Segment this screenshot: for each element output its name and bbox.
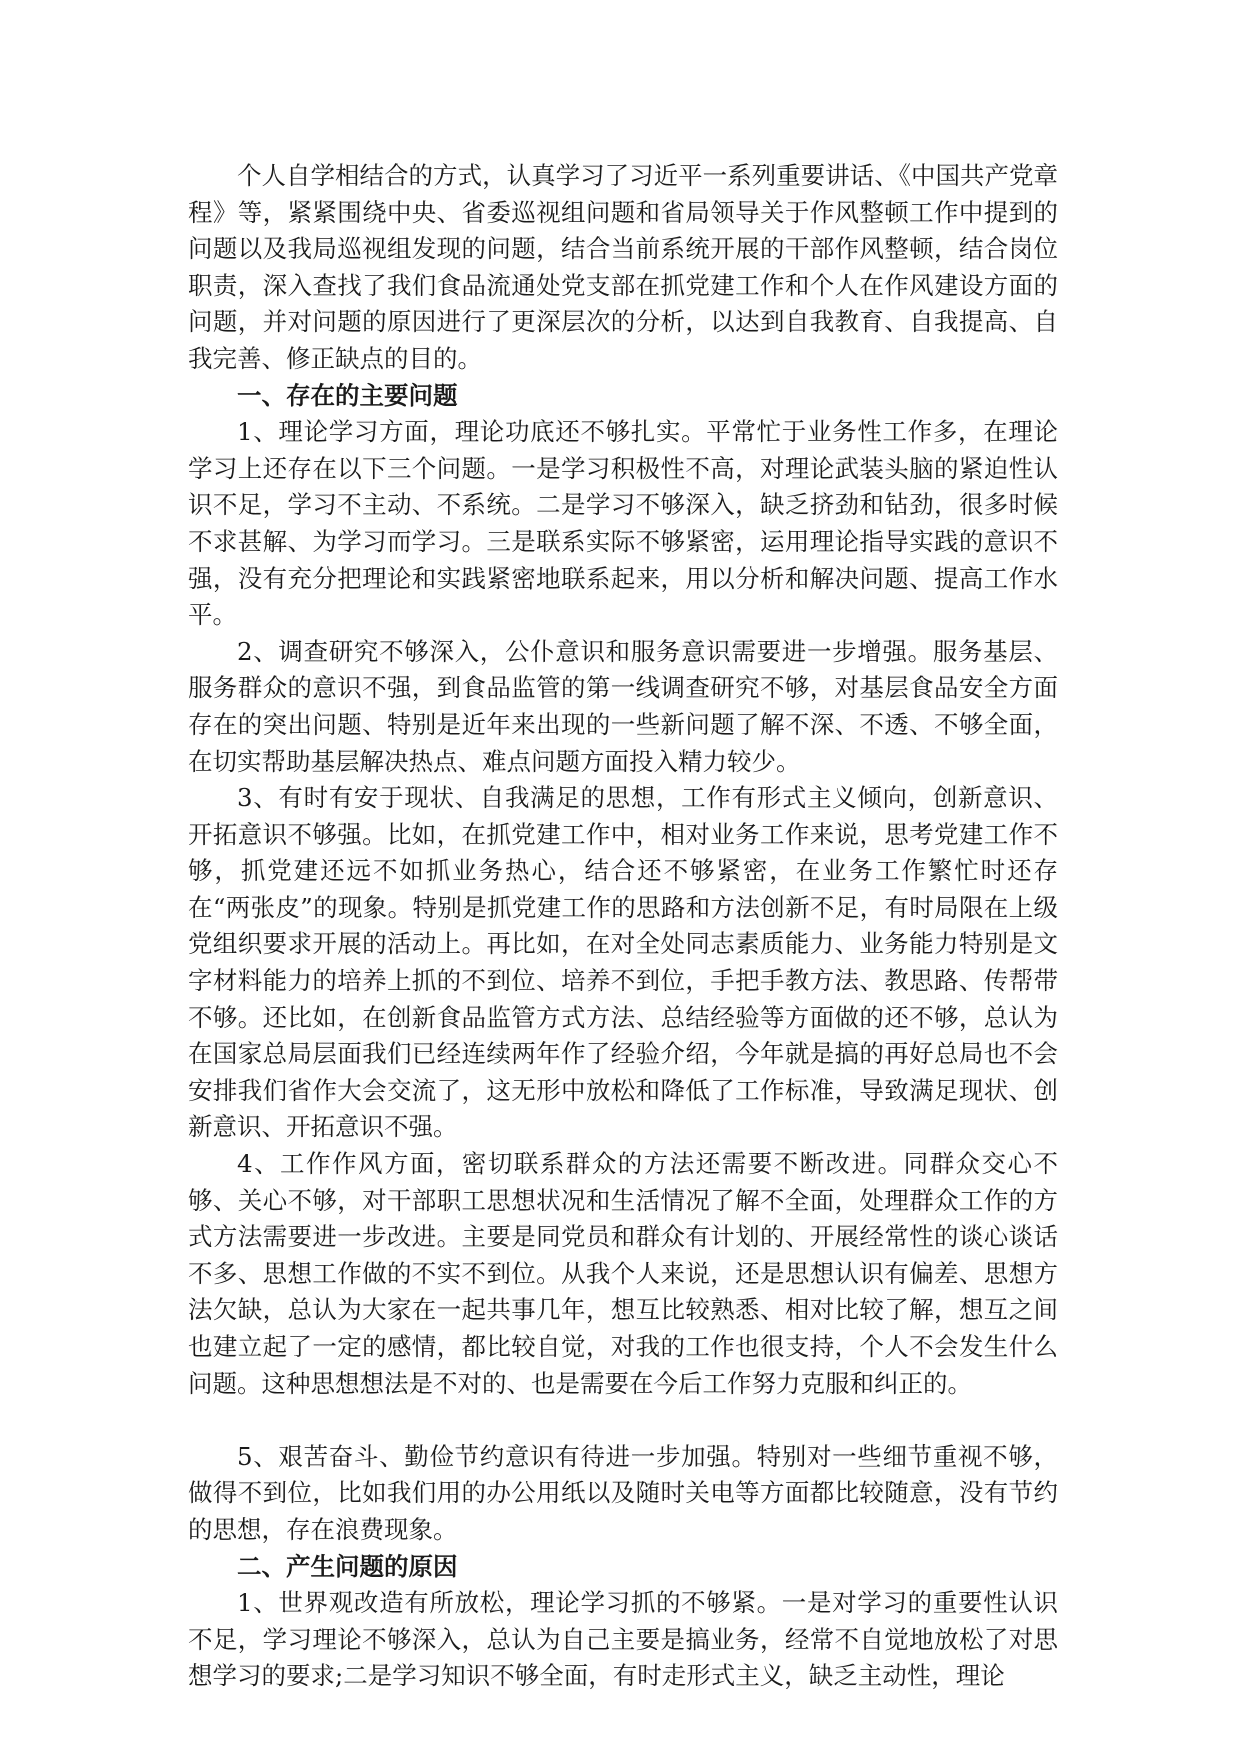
section-heading-causes: 二、产生问题的原因 bbox=[237, 1551, 458, 1581]
problem-item-4: 4、工作作风方面，密切联系群众的方法还需要不断改进。同群众交心不够、关心不够，对干部职工思想状况和生活情况了解不全面，处理群众工作的方式方法需要进一步改进。主要是同党员和群众有计划的、开展经常性的谈心谈话不多、思想工作做的不实不到位。从我个人来说，还是思想认识有偏差、思想方法欠缺，总认为大家在一起共事几年，想互比较熟悉、相对比较了解，想互之间也建立起了一定的感情，都比较自觉，对我的工作也很支持，个人不会发生什么问题。这种思想想法是不对的、也是需要在今后工作努力克服和纠正的。 bbox=[188, 1149, 1058, 1398]
cause-item-1: 1、世界观改造有所放松，理论学习抓的不够紧。一是对学习的重要性认识不足，学习理论不够深入，总认为自己主要是搞业务，经常不自觉地放松了对思想学习的要求;二是学习知识不够全面，有时走形式主义，缺乏主动性，理论 bbox=[188, 1588, 1058, 1691]
blank-line bbox=[188, 1402, 1058, 1439]
document-page bbox=[188, 158, 1058, 1695]
section-heading-problems: 一、存在的主要问题 bbox=[237, 380, 458, 410]
problem-item-1: 1、理论学习方面，理论功底还不够扎实。平常忙于业务性工作多，在理论学习上还存在以下三个问题。一是学习积极性不高，对理论武装头脑的紧迫性认识不足，学习不主动、不系统。二是学习不够深入，缺乏挤劲和钻劲，很多时候不求甚解、为学习而学习。三是联系实际不够紧密，运用理论指导实践的意识不强，没有充分把理论和实践紧密地联系起来，用以分析和解决问题、提高工作水平。 bbox=[188, 417, 1058, 630]
intro-paragraph: 个人自学相结合的方式，认真学习了习近平一系列重要讲话、《中国共产党章程》等，紧紧围绕中央、省委巡视组问题和省局领导关于作风整顿工作中提到的问题以及我局巡视组发现的问题，结合当前系统开展的干部作风整顿，结合岗位职责，深入查找了我们食品流通处党支部在抓党建工作和个人在作风建设方面的问题，并对问题的原因进行了更深层次的分析，以达到自我教育、自我提高、自我完善、修正缺点的目的。 bbox=[188, 161, 1058, 373]
problem-item-3: 3、有时有安于现状、自我满足的思想，工作有形式主义倾向，创新意识、开拓意识不够强。比如，在抓党建工作中，相对业务工作来说，思考党建工作不够，抓党建还远不如抓业务热心，结合还不够紧密，在业务工作繁忙时还存在“两张皮”的现象。特别是抓党建工作的思路和方法创新不足，有时局限在上级党组织要求开展的活动上。再比如，在对全处同志素质能力、业务能力特别是文字材料能力的培养上抓的不到位、培养不到位，手把手教方法、教思路、传帮带不够。还比如，在创新食品监管方式方法、总结经验等方面做的还不够，总认为在国家总局层面我们已经连续两年作了经验介绍，今年就是搞的再好总局也不会安排我们省作大会交流了，这无形中放松和降低了工作标准，导致满足现状、创新意识、开拓意识不强。 bbox=[188, 783, 1058, 1142]
problem-item-2: 2、调查研究不够深入，公仆意识和服务意识需要进一步增强。服务基层、服务群众的意识不强，到食品监管的第一线调查研究不够，对基层食品安全方面存在的突出问题、特别是近年来出现的一些新问题了解不深、不透、不够全面，在切实帮助基层解决热点、难点问题方面投入精力较少。 bbox=[188, 636, 1058, 776]
problem-item-5: 5、艰苦奋斗、勤俭节约意识有待进一步加强。特别对一些细节重视不够，做得不到位，比如我们用的办公用纸以及随时关电等方面都比较随意，没有节约的思想，存在浪费现象。 bbox=[188, 1441, 1058, 1544]
